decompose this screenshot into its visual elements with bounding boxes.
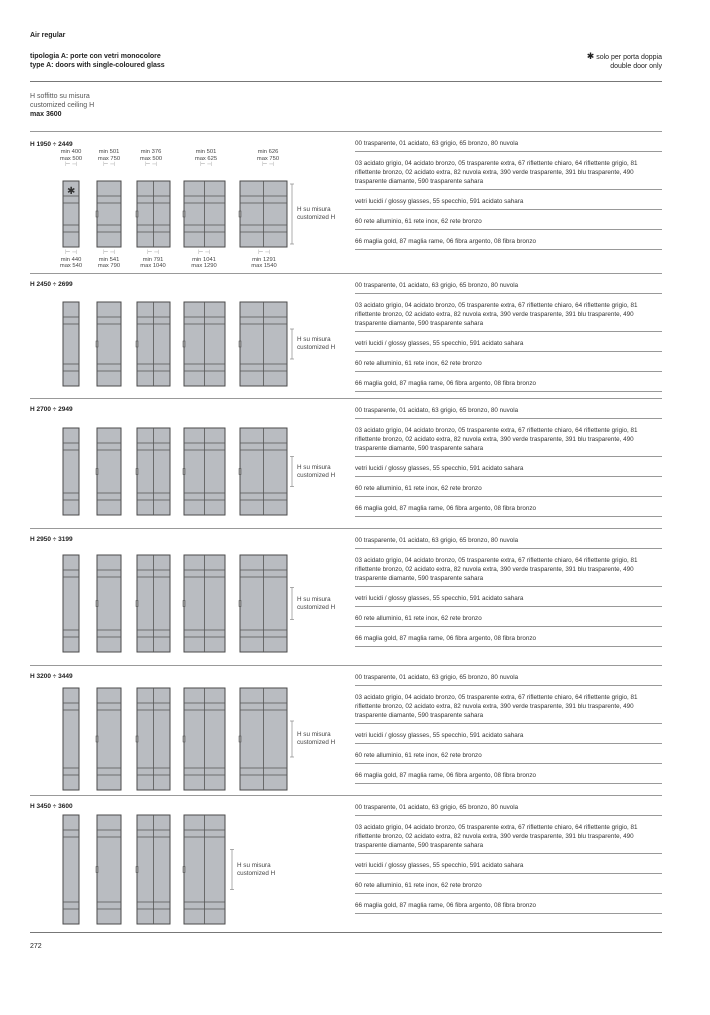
finish-row: 60 rete alluminio, 61 rete inox, 62 rete bronzo [355, 477, 662, 497]
height-range-label: H 1950 ÷ 2449 [30, 141, 73, 148]
footer-divider [30, 932, 662, 933]
height-range-label: H 2950 ÷ 3199 [30, 536, 73, 543]
finish-row: 00 trasparente, 01 acidato, 63 grigio, 65 bronzo, 80 nuvola [355, 273, 662, 294]
width-range-top: min 501 max 750 ⊢ ⊣ [97, 149, 121, 168]
finishes-list [355, 273, 662, 392]
custom-height-label: H su misura customized H [297, 731, 336, 746]
height-range-label: H 2700 ÷ 2949 [30, 406, 73, 413]
type-english: type A: doors with single-coloured glass [30, 62, 165, 69]
finish-row: 66 maglia gold, 87 maglia rame, 06 fibra argento, 08 fibra bronzo [355, 230, 662, 250]
custom-height-bracket [290, 329, 294, 359]
finishes-list [355, 131, 662, 250]
finishes-list [355, 795, 662, 914]
finish-row: vetri lucidi / glossy glasses, 55 specchio, 591 acidato sahara [355, 457, 662, 477]
door-diagram [183, 428, 225, 515]
width-range-bottom: ⊢ ⊣ min 541 max 790 [97, 250, 121, 269]
custom-height-bracket [290, 184, 294, 244]
door-diagram [96, 302, 121, 386]
height-range-section [30, 398, 662, 528]
finishes-list [355, 665, 662, 784]
height-range-label: H 2450 ÷ 2699 [30, 281, 73, 288]
custom-height-bracket [290, 588, 294, 620]
custom-height-label: H su misura customized H [297, 206, 336, 221]
ceiling-max: max 3600 [30, 111, 62, 118]
height-range-section [30, 795, 662, 925]
height-range-section [30, 273, 662, 403]
type-italian: tipologia A: porte con vetri monocolore [30, 53, 161, 60]
custom-height-bracket [290, 457, 294, 487]
door-diagram [96, 181, 121, 247]
finish-row: 03 acidato grigio, 04 acidato bronzo, 05 trasparente extra, 67 riflettente chiaro, 64 riflettente grigio, 81 riflettente bronzo, 02 acidato extra, 82 nuvola extra, 390 verde trasparente, 391 blu trasparente, 490 trasparente diamante, 590 trasparente sahara [355, 816, 662, 854]
asterisk-icon: ✱ [586, 51, 595, 61]
finish-row: 66 maglia gold, 87 maglia rame, 06 fibra argento, 08 fibra bronzo [355, 894, 662, 914]
height-range-section [30, 528, 662, 658]
door-diagram [96, 688, 121, 790]
finish-row: 00 trasparente, 01 acidato, 63 grigio, 65 bronzo, 80 nuvola [355, 398, 662, 419]
finish-row: 00 trasparente, 01 acidato, 63 grigio, 65 bronzo, 80 nuvola [355, 528, 662, 549]
finish-row: 03 acidato grigio, 04 acidato bronzo, 05 trasparente extra, 67 riflettente chiaro, 64 riflettente grigio, 81 riflettente bronzo, 02 acidato extra, 82 nuvola extra, 390 verde trasparente, 391 blu trasparente, 490 trasparente diamante, 590 trasparente sahara [355, 419, 662, 457]
door-diagram [239, 428, 287, 515]
double-door-note: ✱ solo per porta doppia double door only [586, 51, 662, 70]
door-diagram [96, 555, 121, 652]
finishes-list [355, 528, 662, 647]
door-diagram [63, 428, 79, 515]
finish-row: 00 trasparente, 01 acidato, 63 grigio, 65 bronzo, 80 nuvola [355, 131, 662, 152]
width-range-top: min 376 max 500 ⊢ ⊣ [139, 149, 163, 168]
finish-row: 60 rete alluminio, 61 rete inox, 62 rete bronzo [355, 352, 662, 372]
finish-row: 60 rete alluminio, 61 rete inox, 62 rete bronzo [355, 210, 662, 230]
door-diagram [183, 688, 225, 790]
asterisk-icon: ✱ [67, 186, 76, 197]
ceiling-line2: customized ceiling H [30, 102, 95, 109]
custom-height-label: H su misura customized H [237, 861, 276, 877]
finish-row: 60 rete alluminio, 61 rete inox, 62 rete bronzo [355, 874, 662, 894]
finish-row: 03 acidato grigio, 04 acidato bronzo, 05 trasparente extra, 67 riflettente chiaro, 64 riflettente grigio, 81 riflettente bronzo, 02 acidato extra, 82 nuvola extra, 390 verde trasparente, 391 blu trasparente, 490 trasparente diamante, 590 trasparente sahara [355, 686, 662, 724]
product-title: Air regular [30, 32, 66, 39]
finish-row: 03 acidato grigio, 04 acidato bronzo, 05 trasparente extra, 67 riflettente chiaro, 64 riflettente grigio, 81 riflettente bronzo, 02 acidato extra, 82 nuvola extra, 390 verde trasparente, 391 blu trasparente, 490 trasparente diamante, 590 trasparente sahara [355, 152, 662, 190]
finish-row: 03 acidato grigio, 04 acidato bronzo, 05 trasparente extra, 67 riflettente chiaro, 64 riflettente grigio, 81 riflettente bronzo, 02 acidato extra, 82 nuvola extra, 390 verde trasparente, 391 blu trasparente, 490 trasparente diamante, 590 trasparente sahara [355, 294, 662, 332]
door-diagram [63, 815, 79, 924]
page-number: 272 [30, 943, 42, 950]
height-range-label: H 3200 ÷ 3449 [30, 673, 73, 680]
finish-row: vetri lucidi / glossy glasses, 55 specchio, 591 acidato sahara [355, 190, 662, 210]
finish-row: 60 rete alluminio, 61 rete inox, 62 rete bronzo [355, 607, 662, 627]
finish-row: 66 maglia gold, 87 maglia rame, 06 fibra argento, 08 fibra bronzo [355, 497, 662, 517]
width-range-top: min 501 max 625 ⊢ ⊣ [194, 149, 218, 168]
door-diagrams [30, 815, 330, 1015]
width-range-top: min 400 max 500 ⊢ ⊣ [59, 149, 83, 168]
finish-row: vetri lucidi / glossy glasses, 55 specchio, 591 acidato sahara [355, 854, 662, 874]
custom-height-bracket [290, 721, 294, 757]
door-diagram [96, 815, 121, 924]
finishes-list [355, 398, 662, 517]
finish-row: vetri lucidi / glossy glasses, 55 specchio, 591 acidato sahara [355, 332, 662, 352]
width-range-bottom: ⊢ ⊣ min 791 max 1040 [140, 250, 166, 269]
height-range-section [30, 665, 662, 795]
finish-row: 66 maglia gold, 87 maglia rame, 06 fibra argento, 08 fibra bronzo [355, 764, 662, 784]
ceiling-line1: H soffitto su misura [30, 93, 90, 100]
finish-row: 66 maglia gold, 87 maglia rame, 06 fibra argento, 08 fibra bronzo [355, 372, 662, 392]
custom-height-label: H su misura customized H [297, 336, 336, 351]
height-range-label: H 3450 ÷ 3600 [30, 803, 73, 810]
finish-row: vetri lucidi / glossy glasses, 55 specchio, 591 acidato sahara [355, 587, 662, 607]
door-diagram [63, 302, 79, 386]
width-range-bottom: ⊢ ⊣ min 440 max 540 [59, 250, 83, 269]
finish-row: 00 trasparente, 01 acidato, 63 grigio, 65 bronzo, 80 nuvola [355, 795, 662, 816]
height-range-section [30, 131, 662, 269]
door-diagram [63, 688, 79, 790]
door-diagram [239, 302, 287, 386]
finish-row: 03 acidato grigio, 04 acidato bronzo, 05 trasparente extra, 67 riflettente chiaro, 64 riflettente grigio, 81 riflettente bronzo, 02 acidato extra, 82 nuvola extra, 390 verde trasparente, 391 blu trasparente, 490 trasparente diamante, 590 trasparente sahara [355, 549, 662, 587]
finish-row: 00 trasparente, 01 acidato, 63 grigio, 65 bronzo, 80 nuvola [355, 665, 662, 686]
door-diagram [136, 555, 170, 652]
door-diagram [63, 555, 79, 652]
custom-height-label: H su misura customized H [297, 463, 336, 479]
door-diagram [136, 181, 170, 247]
finish-row: 60 rete alluminio, 61 rete inox, 62 rete bronzo [355, 744, 662, 764]
door-diagram [183, 555, 225, 652]
finish-row: vetri lucidi / glossy glasses, 55 specchio, 591 acidato sahara [355, 724, 662, 744]
custom-height-label: H su misura customized H [297, 595, 336, 611]
door-diagram [239, 555, 287, 652]
door-diagram [239, 181, 287, 247]
door-diagram [136, 815, 170, 924]
door-diagram [239, 688, 287, 790]
header-divider [30, 81, 662, 82]
width-range-top: min 626 max 750 ⊢ ⊣ [256, 149, 280, 168]
finish-row: 66 maglia gold, 87 maglia rame, 06 fibra argento, 08 fibra bronzo [355, 627, 662, 647]
width-range-bottom: ⊢ ⊣ min 1291 max 1540 [251, 250, 277, 269]
width-range-bottom: ⊢ ⊣ min 1041 max 1290 [191, 250, 217, 269]
door-diagram [96, 428, 121, 515]
door-diagram [136, 302, 170, 386]
door-diagram [183, 815, 225, 924]
door-diagram [136, 688, 170, 790]
custom-height-bracket [230, 850, 234, 890]
door-diagram [183, 302, 225, 386]
door-diagram [183, 181, 225, 247]
door-diagram [136, 428, 170, 515]
